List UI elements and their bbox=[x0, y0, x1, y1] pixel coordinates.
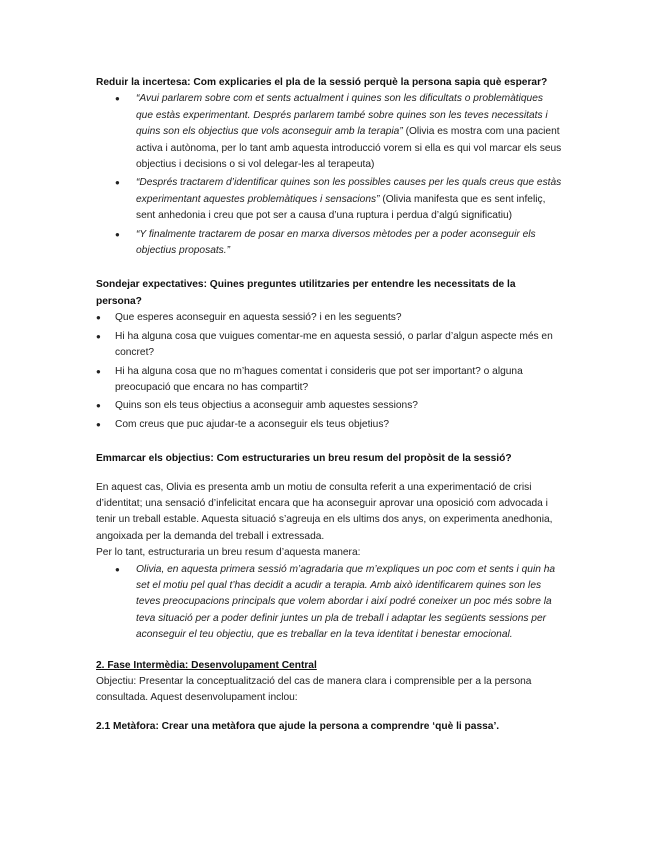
question-text: Hi ha alguna cosa que no m’hagues comentat i consideris que pot ser important? o alguna preocupació que encara no has compartit? bbox=[115, 365, 523, 393]
list-item bbox=[96, 175, 562, 224]
bullet-icon: ● bbox=[115, 178, 120, 188]
heading-probe-expectations: Sondejar expectatives: Quines preguntes utilitzaries per entendre les necessitats de la persona? bbox=[96, 279, 516, 307]
list-item bbox=[96, 227, 562, 260]
list-item bbox=[96, 398, 562, 414]
phase-2-objective: Objectiu: Presentar la conceptualització del cas de manera clara i comprensible per a la persona consultada. Aquest desenvolupament inclou: bbox=[96, 676, 532, 704]
list-item bbox=[96, 91, 562, 173]
question-text: Com creus que puc ajudar-te a aconseguir els teus objetius? bbox=[115, 418, 390, 430]
bullet-icon: ● bbox=[115, 229, 120, 239]
list-item bbox=[96, 310, 562, 326]
summary-text: Olivia, en aquesta primera sessió m’agradaria que m’expliques un poc com et sents i quin ha set el motiu pel qual t’has decidit a acudir a terapia. Amb això identificarem quines son les teves preocupacions principals que volem abordar i així podré coneixer un poc més sobre la teva situació per a poder definir juntes un pla de treball i adaptar les següents sessions per aconseguir el teu objectiu, que es treballar en la teva identitat i benestar emocional. bbox=[136, 563, 556, 641]
reduce-uncertainty-list bbox=[96, 91, 562, 259]
question-text: Quins son els teus objectius a aconseguir amb aquestes sessions? bbox=[115, 400, 418, 412]
list-item bbox=[96, 562, 562, 644]
list-item bbox=[96, 364, 562, 397]
bullet-icon: ● bbox=[96, 401, 101, 411]
case-paragraph: En aquest cas, Olivia es presenta amb un motiu de consulta referit a una experimentació de crisi d’identitat; una sensació d’infelicitat encara que ha aconseguir aprovar una oposició com advocada i tenir un treball estable. Aquesta situació s’agreuja en els ultims dos anys, on experimenta anedhonia, angoixada per la demanda del treball i extressada. bbox=[96, 481, 553, 542]
bullet-icon: ● bbox=[115, 94, 120, 104]
note-text: (Olivia manifesta que es sent infeliç, sent anhedonia i creu que pot ser a causa d’una ruptura i perdua d’algú significatiu) bbox=[136, 193, 546, 222]
bullet-icon: ● bbox=[115, 564, 120, 574]
heading-reduce-uncertainty: Reduir la incertesa: Com explicaries el pla de la sessió perquè la persona sapia què esperar? bbox=[96, 77, 548, 88]
summary-list bbox=[96, 562, 562, 644]
bullet-icon: ● bbox=[96, 313, 101, 323]
bullet-icon: ● bbox=[96, 419, 101, 429]
quote-text: “Avui parlarem sobre com et sents actualment i quines son les dificultats o problemàtiques que estàs experimentant. Després parlarem també sobre quines son les teves necessitats i quins son els objectius que vols aconseguir amb la terapia” bbox=[136, 93, 548, 138]
heading-phase-2: 2. Fase Intermèdia: Desenvolupament Central bbox=[96, 659, 317, 671]
probe-expectations-list bbox=[96, 310, 562, 433]
quote-text: “Y finalmente tractarem de posar en marxa diversos mètodes per a poder aconseguir els objectius proposats.” bbox=[136, 228, 536, 257]
note-text: (Olivia es mostra com una pacient activa i autònoma, per lo tant amb aquesta introducció vorem si ella es qui vol marcar els seus objectius i decisions o si vol delegar-les al terapeuta) bbox=[136, 126, 562, 171]
question-text: Que esperes aconseguir en aquesta sessió? i en les seguents? bbox=[115, 312, 402, 324]
list-item bbox=[96, 417, 562, 433]
list-item bbox=[96, 329, 562, 362]
quote-text: “Després tractarem d’identificar quines son les possibles causes per les quals creus que estàs experimentant aquestes problemàtiques i sensacions” bbox=[136, 177, 562, 205]
heading-metaphor: 2.1 Metàfora: Crear una metàfora que ajude la persona a comprendre ‘què li passa’. bbox=[96, 720, 500, 732]
document-content bbox=[96, 75, 562, 735]
question-text: Hi ha alguna cosa que vuigues comentar-me en aquesta sessió, o parlar d’algun aspecte més en concret? bbox=[115, 330, 553, 359]
bullet-icon: ● bbox=[96, 366, 101, 376]
heading-frame-objectives: Emmarcar els objectius: Com estructuraries un breu resum del propòsit de la sessió? bbox=[96, 453, 512, 465]
bullet-icon: ● bbox=[96, 331, 101, 341]
summary-intro: Per lo tant, estructuraria un breu resum d’aquesta manera: bbox=[96, 547, 361, 559]
